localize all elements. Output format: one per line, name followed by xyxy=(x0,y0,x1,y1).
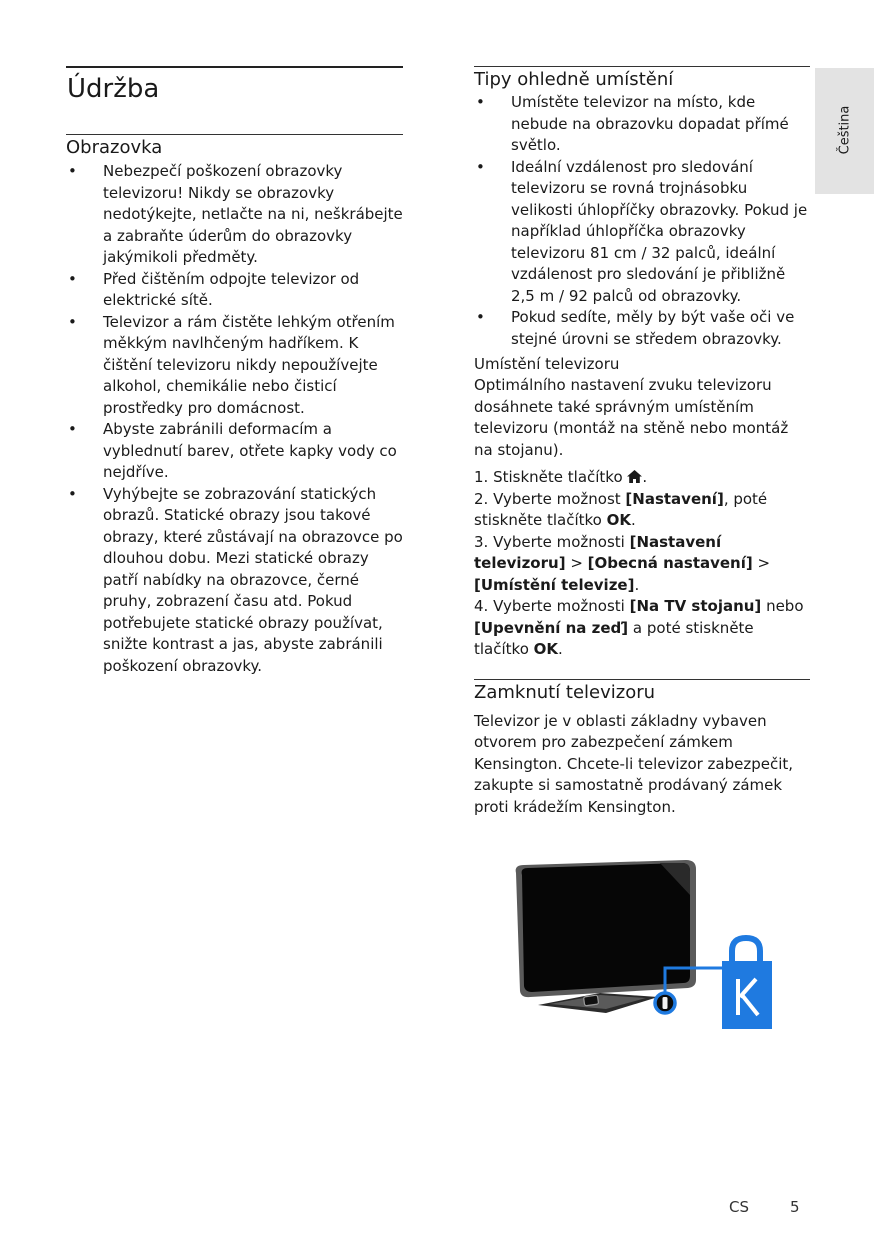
list-item: • Vyhýbejte se zobrazování statických obrazů. Statické obrazy jsou takové obrazy, které zůstávají na obrazovce po dlouhou dobu. Mezi statické obrazy patří nabídky na obrazovce, černé pruhy, zobrazení času atd. Pokud potřebujete statické obrazy používat, snižte kontrast a jas, abyste zabránili poškození obrazovky. xyxy=(68,484,403,675)
list-item: • Pokud sedíte, měly by být vaše oči ve stejné úrovni se středem obrazovky. xyxy=(476,308,795,348)
list-item: • Před čištěním odpojte televizor od elektrické sítě. xyxy=(68,269,360,309)
list-item: • Umístěte televizor na místo, kde nebude na obrazovku dopadat přímé světlo. xyxy=(476,93,789,154)
tipy-list xyxy=(474,92,810,350)
footer-lang: CS xyxy=(729,1198,749,1216)
title-rule xyxy=(66,66,403,68)
obrazovka-list xyxy=(66,161,403,677)
right-column xyxy=(474,66,810,818)
list-item: • Ideální vzdálenost pro sledování televizoru se rovná trojnásobku velikosti úhlopříčky obrazovky. Pokud je například úhlopříčka obrazovky televizoru 81 cm / 32 palců, ideální vzdálenost pro sledování je přibližně 2,5 m / 92 palců od obrazovky. xyxy=(476,157,808,305)
step-1: 1. Stiskněte tlačítko . xyxy=(474,468,648,486)
language-tab xyxy=(815,68,874,194)
page-title: Údržba xyxy=(67,74,160,104)
step-4: 4. Vyberte možnosti [Na TV stojanu] nebo [Upevnění na zeď] a poté stiskněte tlačítko OK. xyxy=(474,597,804,658)
tv-kensington-illustration xyxy=(510,855,780,1035)
language-tab-label: Čeština xyxy=(837,105,853,155)
steps xyxy=(474,467,810,661)
step-3: 3. Vyberte možnosti [Nastavení televizoru] > [Obecná nastavení] > [Umístění televize]. xyxy=(474,532,771,594)
list-item: • Televizor a rám čistěte lehkým otřením měkkým navlhčeným hadříkem. K čištění televizoru nikdy nepoužívejte alkohol, chemikálie nebo čisticí prostředky pro domácnost. xyxy=(68,312,395,417)
list-item: • Abyste zabránili deformacím a vyblednutí barev, otřete kapky vody co nejdříve. xyxy=(68,420,397,481)
home-icon xyxy=(627,470,642,483)
page-number: 5 xyxy=(790,1198,800,1216)
tv-image xyxy=(516,860,696,1013)
left-column xyxy=(66,66,403,677)
subsection-title: Umístění televizoru xyxy=(474,355,620,373)
subsection-text: Optimálního nastavení zvuku televizoru dosáhnete také správným umístěním televizoru (montáž na stěně nebo montáž na stojanu). xyxy=(474,376,789,459)
section-title-zamknuti: Zamknutí televizoru xyxy=(474,681,656,703)
section-title-tipy: Tipy ohledně umístění xyxy=(474,69,674,90)
list-item: • Nebezpečí poškození obrazovky televizoru! Nikdy se obrazovky nedotýkejte, netlačte na ni, neškrábejte a zabraňte úderům do obrazovky jakýmikoli předměty. xyxy=(68,162,403,266)
section-title-obrazovka: Obrazovka xyxy=(66,137,163,158)
step-2: 2. Vyberte možnost [Nastavení], poté stiskněte tlačítko OK. xyxy=(474,489,768,529)
kensington-lock-icon xyxy=(722,938,772,1029)
section-text-zamknuti: Televizor je v oblasti základny vybaven otvorem pro zabezpečení zámkem Kensington. Chcete-li televizor zabezpečit, zakupte si samostatně prodávaný zámek proti krádežím Kensington. xyxy=(474,711,794,816)
